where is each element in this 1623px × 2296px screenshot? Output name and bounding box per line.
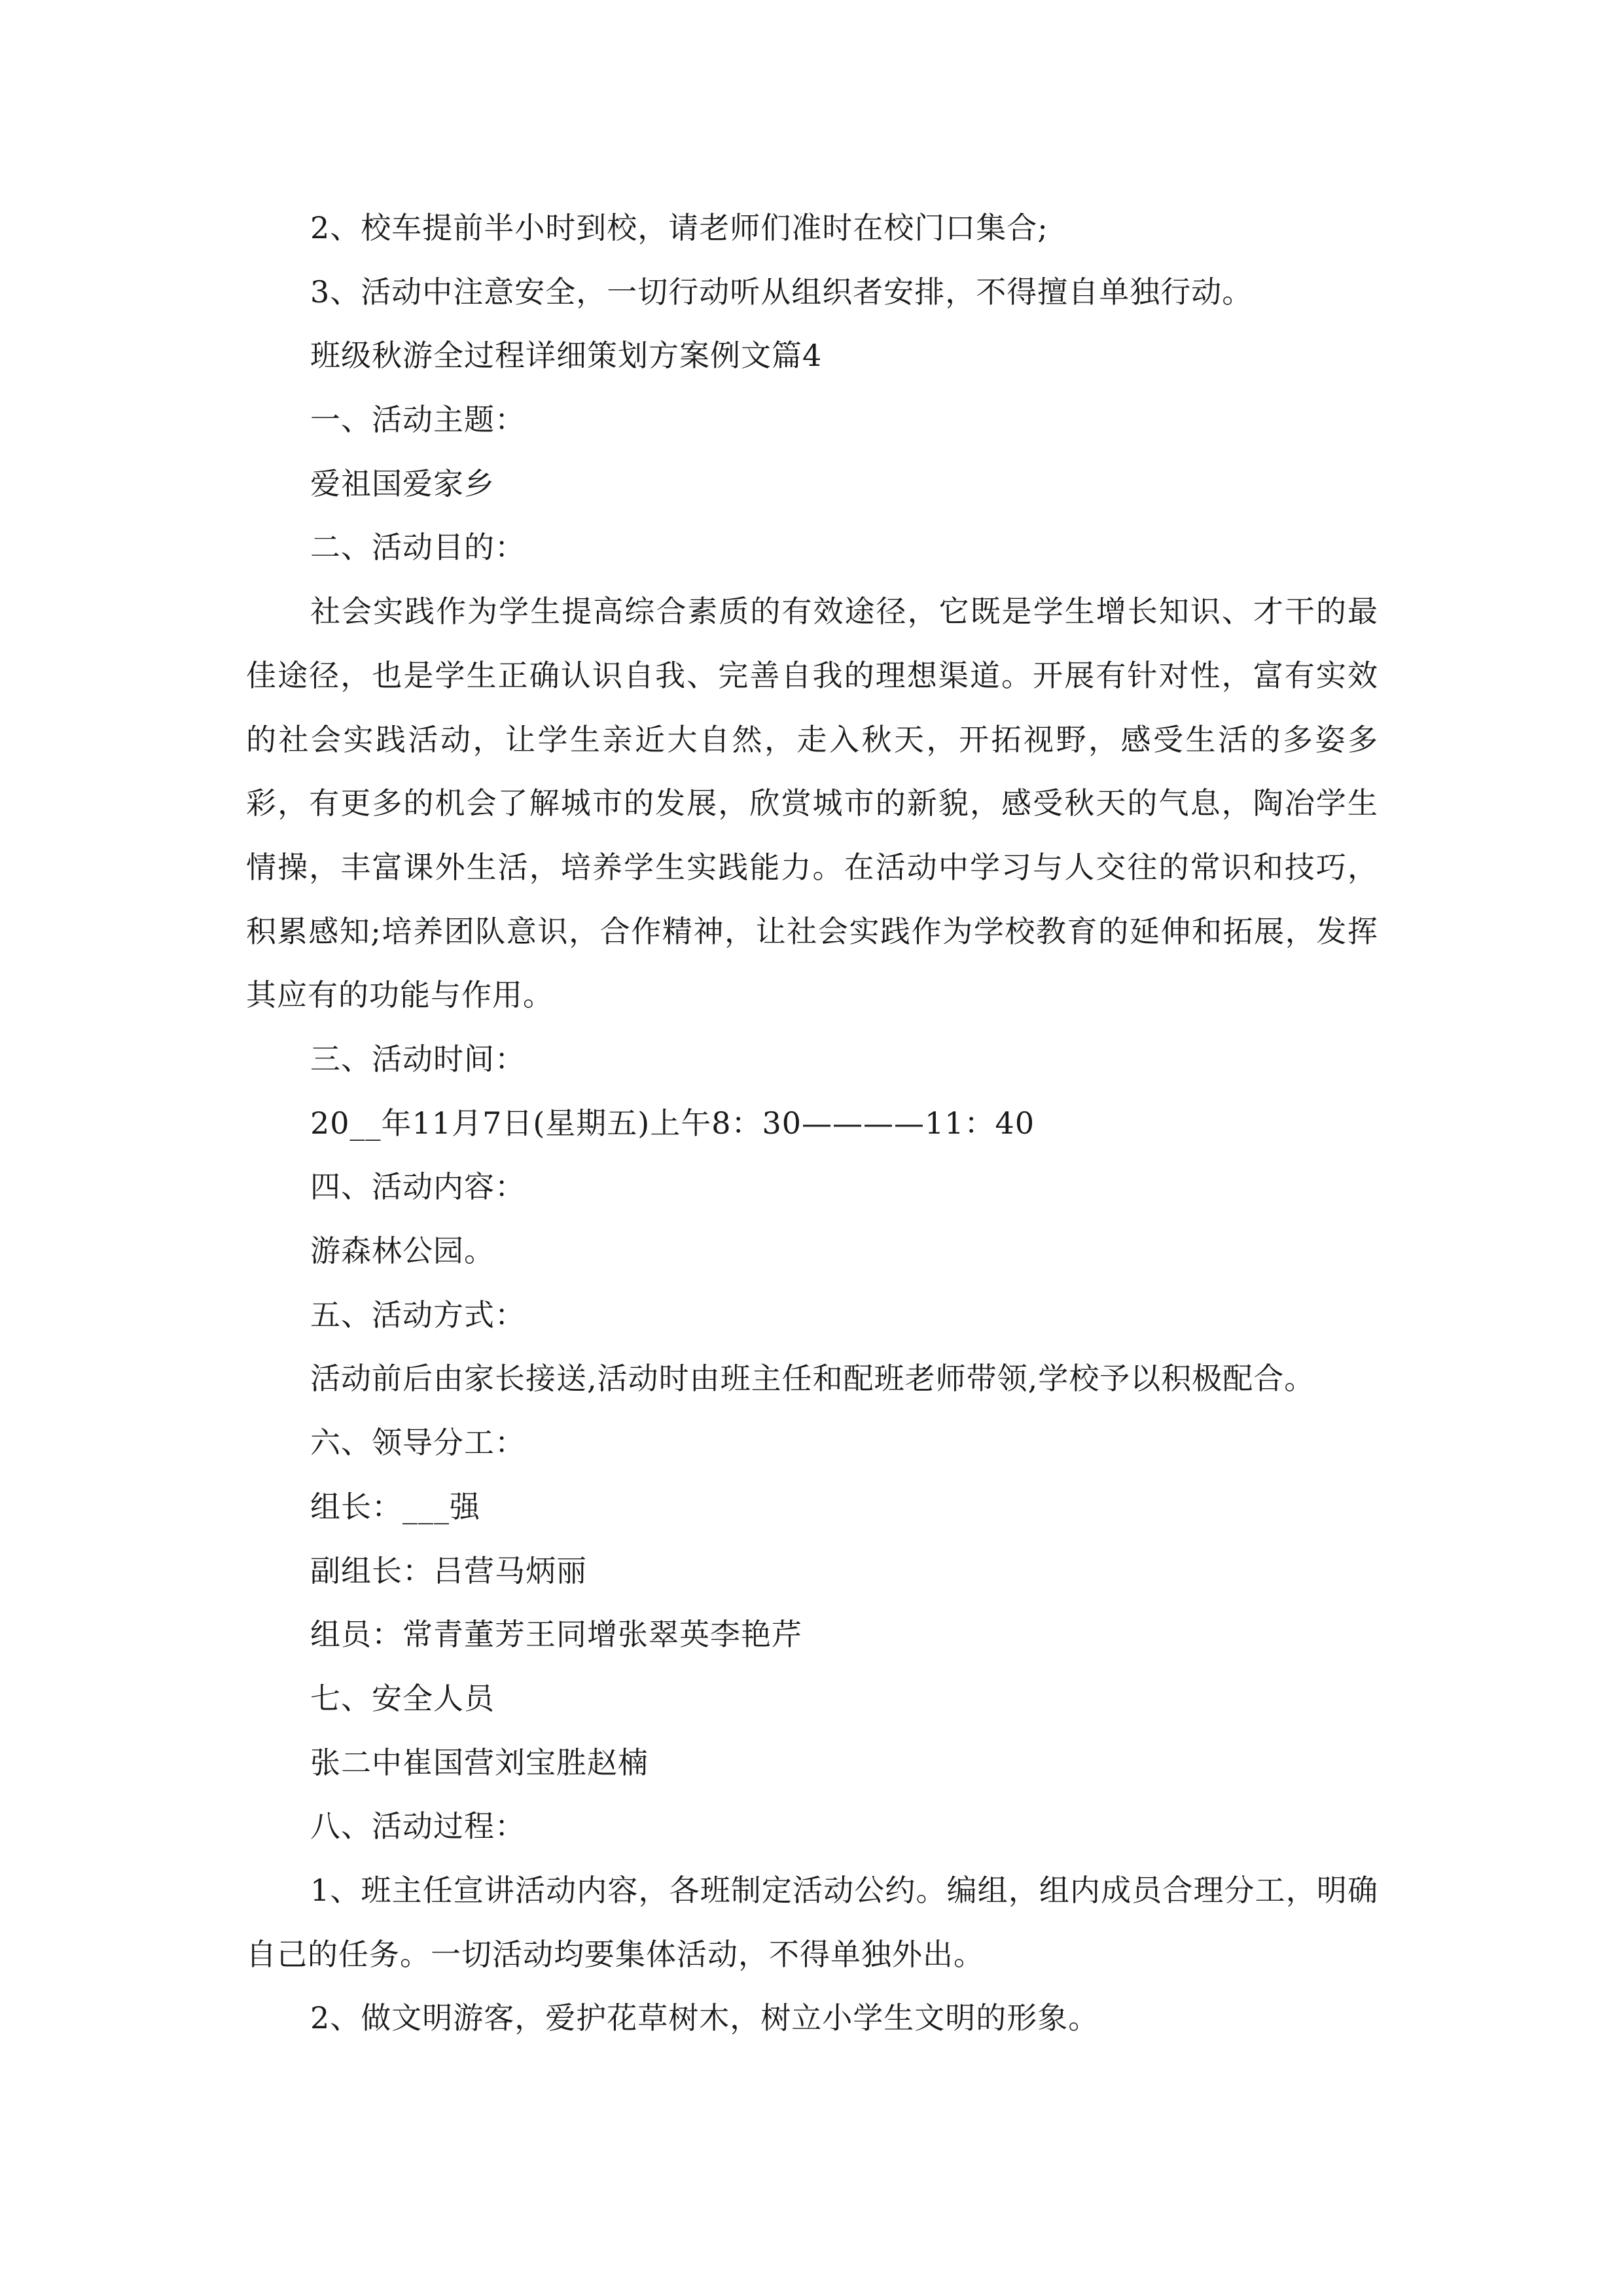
heading-theme: 一、活动主题： — [310, 402, 526, 438]
text-line: 3、活动中注意安全，一切行动听从组织者安排，不得擅自单独行动。 — [310, 274, 1253, 310]
text-line: 张二中崔国营刘宝胜赵楠 — [310, 1744, 649, 1780]
process-item-2: 2、做文明游客，爱护花草树木，树立小学生文明的形象。 — [310, 2000, 1099, 2036]
text-line: 20__年11月7日(星期五)上午8：30————11：40 — [310, 1105, 1035, 1141]
text-line: 组长：___强 — [310, 1488, 480, 1524]
heading-process: 八、活动过程： — [310, 1808, 526, 1844]
section-title: 班级秋游全过程详细策划方案例文篇4 — [310, 338, 823, 374]
heading-purpose: 二、活动目的： — [310, 529, 526, 565]
text-line: 2、校车提前半小时到校，请老师们准时在校门口集合; — [310, 210, 1048, 245]
heading-content: 四、活动内容： — [310, 1169, 526, 1205]
text-line: 组员：常青董芳王同增张翠英李艳芹 — [310, 1617, 802, 1653]
process-item-1: 1、班主任宣讲活动内容，各班制定活动公约。编组，组内成员合理分工，明确自己的任务。一切活动均要集体活动，不得单独外出。 — [246, 1872, 1378, 1972]
text-line: 副组长：吕营马炳丽 — [310, 1552, 587, 1588]
text-line: 爱祖国爱家乡 — [310, 465, 495, 501]
heading-safety: 七、安全人员 — [310, 1680, 495, 1716]
purpose-paragraph: 社会实践作为学生提高综合素质的有效途径，它既是学生增长知识、才干的最佳途径，也是学生正确认识自我、完善自我的理想渠道。开展有针对性，富有实效的社会实践活动，让学生亲近大自然，走入秋天，开拓视野，感受生活的多姿多彩，有更多的机会了解城市的发展，欣赏城市的新貌，感受秋天的气息，陶冶学生情操，丰富课外生活，培养学生实践能力。在活动中学习与人交往的常识和技巧，积累感知;培养团队意识，合作精神，让社会实践作为学校教育的延伸和拓展，发挥其应有的功能与作用。 — [246, 594, 1378, 1013]
text-line: 游森林公园。 — [310, 1233, 495, 1269]
heading-leadership: 六、领导分工： — [310, 1425, 526, 1461]
document-body — [246, 196, 1378, 2051]
heading-method: 五、活动方式： — [310, 1297, 526, 1333]
heading-time: 三、活动时间： — [310, 1041, 526, 1077]
text-line: 活动前后由家长接送,活动时由班主任和配班老师带领,学校予以积极配合。 — [310, 1361, 1315, 1397]
